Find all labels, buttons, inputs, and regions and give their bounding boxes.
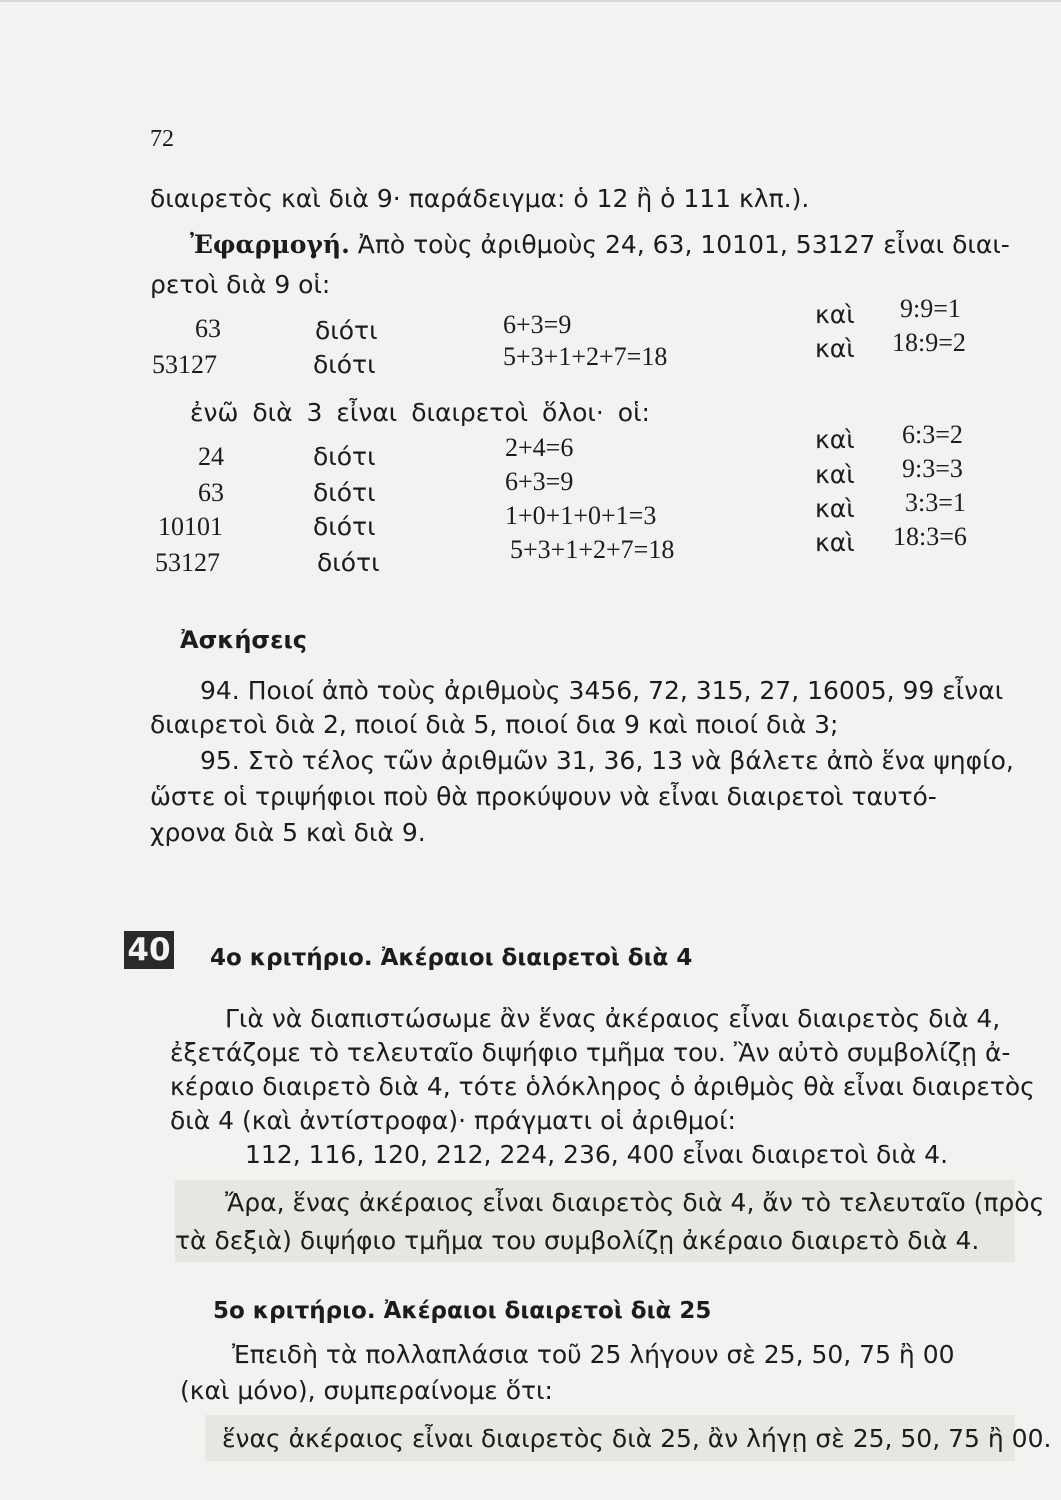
exercises-heading: Ἀσκήσεις: [180, 626, 308, 654]
exercise-line: ὥστε οἱ τριψήφιοι ποὺ θὰ προκύψουν νὰ εἶναι διαιρετοὶ ταυτό-: [150, 782, 937, 811]
table-row-kai: καὶ: [815, 494, 855, 523]
table-row-kai: καὶ: [815, 300, 855, 329]
table-row-division: 18:9=2: [892, 328, 966, 357]
table-row-number: 10101: [158, 512, 223, 541]
table-row-word: διότι: [313, 512, 376, 541]
table-row-number: 24: [198, 442, 224, 471]
section40-line: διὰ 4 (καὶ ἀντίστροφα)· πράγματι οἱ ἀριθμοί:: [170, 1106, 736, 1135]
table-row-division: 9:3=3: [902, 454, 963, 483]
section25-line: Ἐπειδὴ τὰ πολλαπλάσια τοῦ 25 λήγουν σὲ 25, 50, 75 ἢ 00: [232, 1340, 955, 1369]
table-row-word: διότι: [313, 442, 376, 471]
application-label: Ἐφαρμογή.: [190, 230, 350, 259]
table-row-kai: καὶ: [815, 425, 855, 454]
application-text: Ἀπὸ τοὺς ἀριθμοὺς 24, 63, 10101, 53127 εἶναι διαι-: [357, 230, 1010, 259]
application-line-1: [190, 230, 1010, 259]
rule-4-line: τὰ δεξιὰ) διψήφιο τμῆμα του συμβολίζῃ ἀκέραιο διαιρετὸ διὰ 4.: [175, 1226, 980, 1255]
table-row-sum: 5+3+1+2+7=18: [503, 342, 668, 371]
exercise-line: διαιρετοὶ διὰ 2, ποιοί διὰ 5, ποιοί δια 9 καὶ ποιοί διὰ 3;: [150, 710, 839, 739]
application-line-3: ἐνῶ διὰ 3 εἶναι διαιρετοὶ ὅλοι· οἱ:: [190, 398, 650, 427]
table-row-word: διότι: [317, 548, 380, 577]
table-row-sum: 2+4=6: [505, 433, 574, 462]
table-row-division: 6:3=2: [902, 420, 963, 449]
table-row-division: 9:9=1: [900, 294, 961, 323]
exercise-line: 95. Στὸ τέλος τῶν ἀριθμῶν 31, 36, 13 νὰ βάλετε ἀπὸ ἕνα ψηφίο,: [200, 746, 1014, 775]
exercise-line: χρονα διὰ 5 καὶ διὰ 9.: [150, 818, 426, 847]
table-row-number: 53127: [155, 548, 220, 577]
rule-4-line: Ἄρα, ἕνας ἀκέραιος εἶναι διαιρετὸς διὰ 4, ἄν τὸ τελευταῖο (πρὸς: [225, 1188, 1045, 1217]
section-heading-4: 4ο κριτήριο. Ἀκέραιοι διαιρετοὶ διὰ 4: [210, 945, 693, 971]
section40-line: Γιὰ νὰ διαπιστώσωμε ἂν ἕνας ἀκέραιος εἶναι διαιρετὸς διὰ 4,: [225, 1004, 1001, 1033]
table-row-number: 63: [195, 314, 221, 343]
table-row-kai: καὶ: [815, 334, 855, 363]
table-row-number: 63: [198, 478, 224, 507]
table-row-kai: καὶ: [815, 528, 855, 557]
rule-25-line: ἕνας ἀκέραιος εἶναι διαιρετὸς διὰ 25, ἂν λήγῃ σὲ 25, 50, 75 ἢ 00.: [222, 1424, 1052, 1453]
page-top-edge: [0, 0, 1061, 2]
table-row-sum: 1+0+1+0+1=3: [505, 501, 657, 530]
page-number: 72: [150, 126, 174, 152]
table-row-kai: καὶ: [815, 460, 855, 489]
application-line-2: ρετοὶ διὰ 9 οἱ:: [150, 270, 331, 299]
section40-line: 112, 116, 120, 212, 224, 236, 400 εἶναι διαιρετοὶ διὰ 4.: [245, 1140, 949, 1169]
table-row-sum: 5+3+1+2+7=18: [510, 535, 675, 564]
table-row-sum: 6+3=9: [503, 310, 572, 339]
section40-line: ἐξετάζομε τὸ τελευταῖο διψήφιο τμῆμα του. Ἂν αὐτὸ συμβολίζῃ ἀ-: [170, 1038, 1011, 1067]
table-row-sum: 6+3=9: [505, 467, 574, 496]
table-row-word: διότι: [313, 478, 376, 507]
table-row-division: 3:3=1: [905, 488, 966, 517]
exercise-line: 94. Ποιοί ἀπὸ τοὺς ἀριθμοὺς 3456, 72, 315, 27, 16005, 99 εἶναι: [200, 676, 1004, 705]
section-heading-25: 5ο κριτήριο. Ἀκέραιοι διαιρετοὶ διὰ 25: [213, 1298, 712, 1324]
section-number-badge: 40: [124, 931, 174, 969]
table-row-word: διότι: [313, 350, 376, 379]
section25-line: (καὶ μόνο), συμπεραίνομε ὅτι:: [180, 1376, 553, 1405]
table-row-number: 53127: [152, 350, 217, 379]
table-row-word: διότι: [315, 316, 378, 345]
table-row-division: 18:3=6: [893, 522, 967, 551]
intro-line: διαιρετὸς καὶ διὰ 9· παράδειγμα: ὁ 12 ἢ ὁ 111 κλπ.).: [150, 184, 810, 213]
section40-line: κέραιο διαιρετὸ διὰ 4, τότε ὁλόκληρος ὁ ἀριθμὸς θὰ εἶναι διαιρετὸς: [170, 1072, 1035, 1101]
